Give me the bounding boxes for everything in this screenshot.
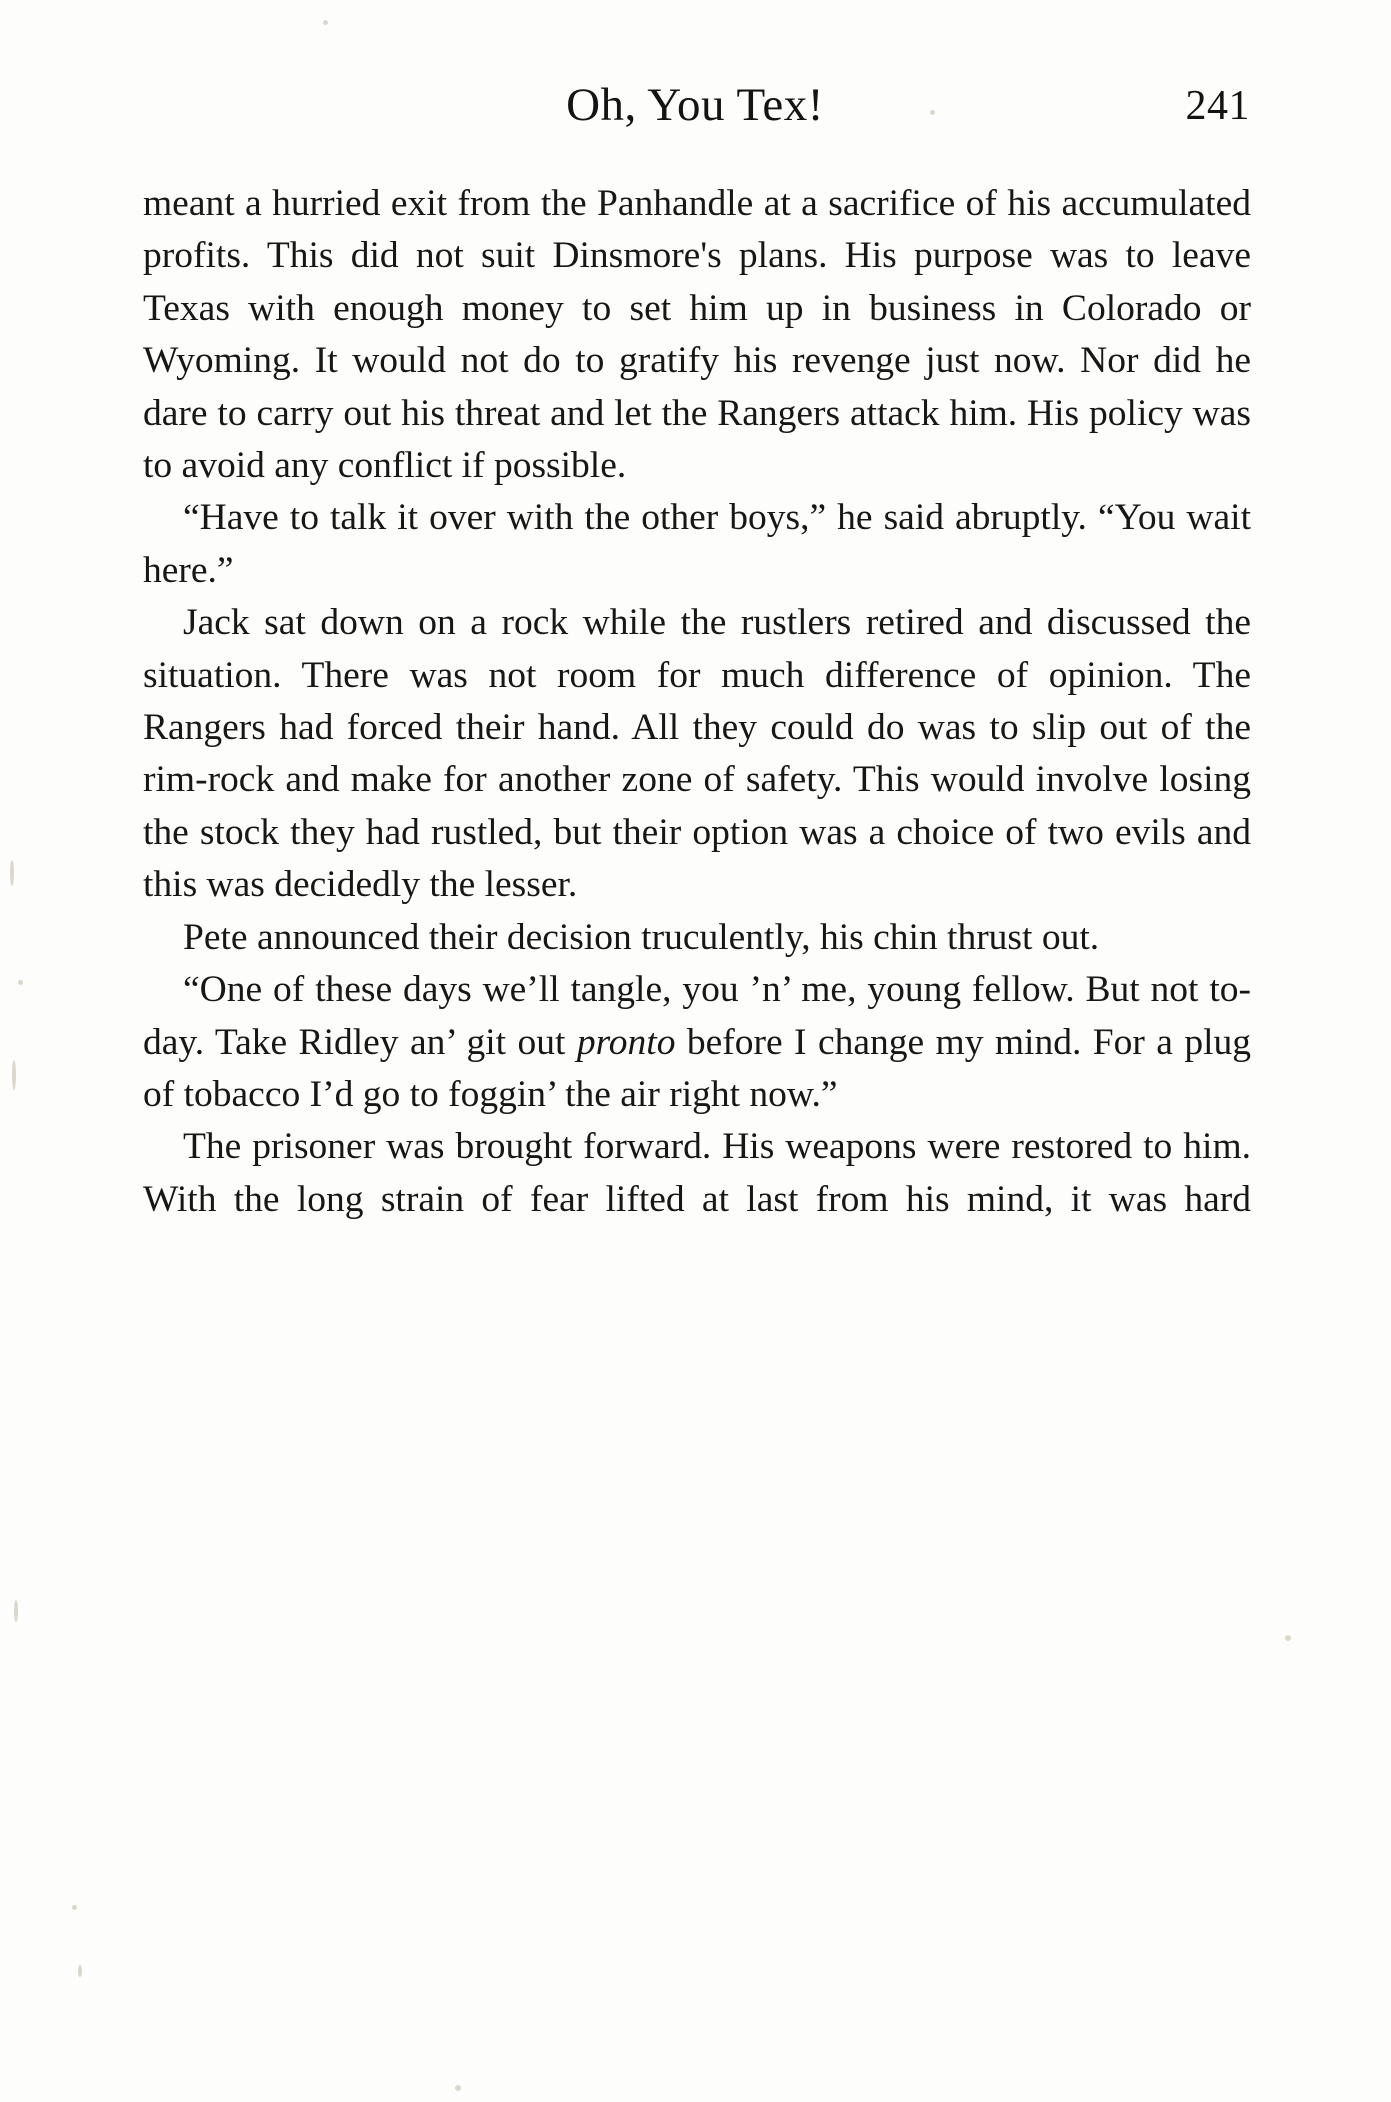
- paper-speck: [1285, 1635, 1291, 1641]
- paragraph-with-italic: [143, 964, 1251, 1121]
- running-title: Oh, You Tex!: [566, 79, 824, 131]
- page-header: [140, 78, 1250, 132]
- paragraph: Jack sat down on a rock while the rustlers retired and discussed the situation. There was not room for much difference of opinion. The Rangers had forced their hand. All they could do was to slip out of the rim-rock and make for another zone of safety. This would involve losing the stock they had rustled, but their option was a choice of two evils and this was decidedly the lesser.: [143, 602, 1251, 906]
- paragraph-text-after: before I change my mind. For a plug of tobacco I’d go to foggin’ the air right now.”: [143, 1021, 1251, 1115]
- paragraph: The prisoner was brought forward. His weapons were restored to him. With the long strain of fear lifted at last from his mind, it was hard: [143, 1126, 1251, 1220]
- paper-speck: [12, 1060, 16, 1090]
- paper-speck: [78, 1965, 82, 1977]
- paragraph: “Have to talk it over with the other boys,” he said abruptly. “You wait here.”: [143, 497, 1251, 591]
- page-number: 241: [1185, 83, 1250, 129]
- paper-speck: [18, 980, 23, 985]
- paper-speck: [323, 20, 328, 25]
- paper-speck: [14, 1600, 18, 1622]
- page-body: [143, 178, 1251, 1279]
- paragraph-text-before: “One of these days we’ll tangle, you ’n’ me, young fellow. But not to-day. Take Ridley an’ git out: [143, 969, 1251, 1063]
- paper-speck: [10, 860, 14, 886]
- paper-speck: [72, 1905, 77, 1910]
- paper-speck: [455, 2085, 461, 2091]
- italic-word: pronto: [576, 1021, 676, 1063]
- paragraph: Pete announced their decision truculently, his chin thrust out.: [183, 916, 1100, 958]
- paper-speck: [930, 110, 935, 115]
- paragraph: meant a hurried exit from the Panhandle at a sacrifice of his accumulated profits. This did not suit Dinsmore's plans. His purpose was to leave Texas with enough money to set him up in business in Colorado or Wyoming. It would not do to gratify his revenge just now. Nor did he dare to carry out his threat and let the Rangers attack him. His policy was to avoid any conflict if possible.: [143, 183, 1251, 487]
